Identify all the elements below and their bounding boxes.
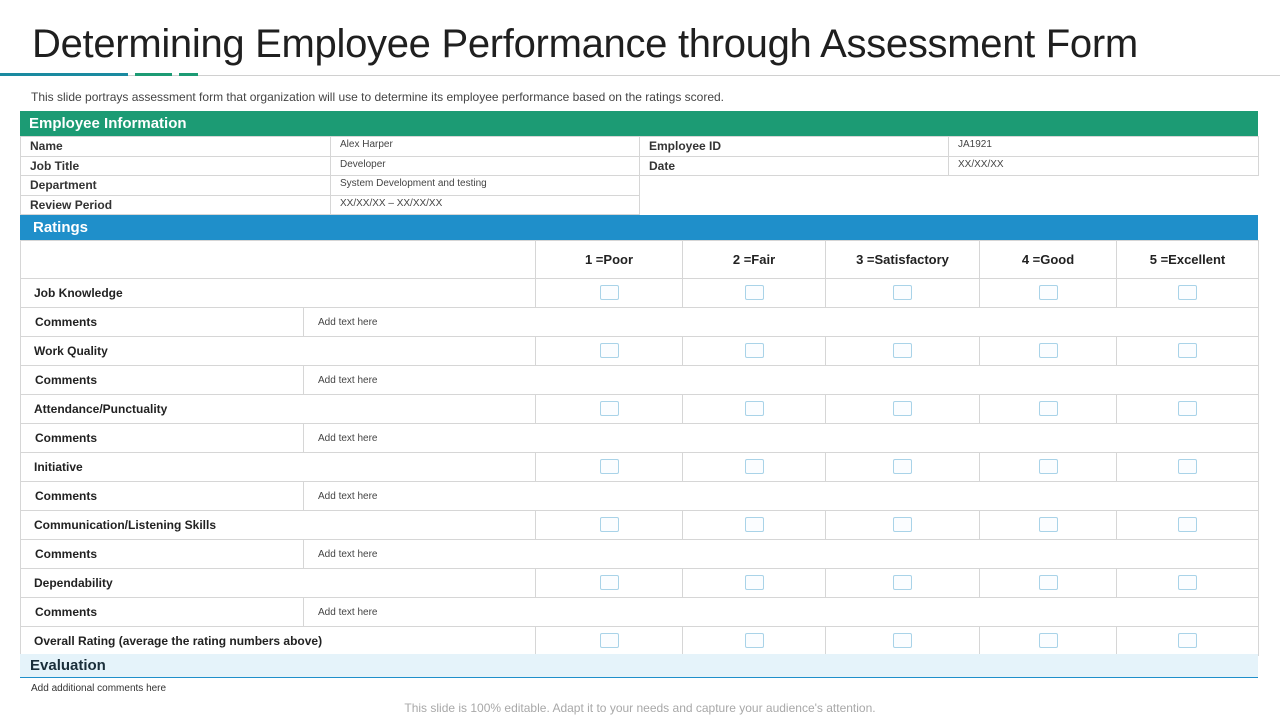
comments-field[interactable]: Add text here	[304, 308, 1259, 337]
criterion-row-job-knowledge	[21, 279, 1259, 308]
rating-checkbox[interactable]	[745, 517, 764, 532]
comments-row	[21, 482, 1259, 511]
rating-checkbox[interactable]	[893, 459, 912, 474]
rating-checkbox[interactable]	[745, 285, 764, 300]
scale-header: 1 =Poor	[536, 241, 683, 279]
rating-checkbox[interactable]	[1039, 285, 1058, 300]
criterion-row-attendance	[21, 395, 1259, 424]
criterion-row-communication	[21, 511, 1259, 540]
rating-checkbox[interactable]	[893, 343, 912, 358]
comments-field[interactable]: Add text here	[304, 482, 1259, 511]
scale-header: 2 =Fair	[683, 241, 826, 279]
criterion-row-work-quality	[21, 337, 1259, 366]
accent-bar-1	[0, 73, 128, 76]
scale-header: 3 =Satisfactory	[826, 241, 980, 279]
info-value-field[interactable]: Developer	[331, 156, 640, 176]
rating-checkbox[interactable]	[893, 575, 912, 590]
rating-checkbox[interactable]	[1039, 459, 1058, 474]
rating-checkbox[interactable]	[1178, 401, 1197, 416]
ratings-table	[20, 240, 1259, 656]
employee-info-right-table	[639, 136, 1259, 176]
comments-field[interactable]: Add text here	[304, 540, 1259, 569]
info-label: Review Period	[21, 195, 331, 215]
overall-rating-label: Overall Rating (average the rating numbers above)	[21, 627, 536, 656]
rating-checkbox[interactable]	[1178, 285, 1197, 300]
comments-row	[21, 540, 1259, 569]
criterion-label: Communication/Listening Skills	[21, 511, 536, 540]
ratings-header: Ratings	[20, 215, 1258, 240]
rating-checkbox[interactable]	[745, 575, 764, 590]
comments-row	[21, 598, 1259, 627]
rating-checkbox[interactable]	[745, 633, 764, 648]
criterion-label: Work Quality	[21, 337, 536, 366]
slide-footer: This slide is 100% editable. Adapt it to your needs and capture your audience's attention.	[404, 701, 876, 715]
comments-label: Comments	[21, 598, 304, 627]
comments-label: Comments	[21, 424, 304, 453]
accent-bar-3	[179, 73, 198, 76]
info-value-field[interactable]: System Development and testing	[331, 176, 640, 196]
criterion-label: Dependability	[21, 569, 536, 598]
info-row-date	[640, 156, 1259, 176]
rating-checkbox[interactable]	[1039, 401, 1058, 416]
info-row-name	[21, 137, 640, 157]
rating-checkbox[interactable]	[1178, 459, 1197, 474]
info-label: Employee ID	[640, 137, 949, 157]
comments-label: Comments	[21, 308, 304, 337]
rating-checkbox[interactable]	[1039, 517, 1058, 532]
rating-checkbox[interactable]	[893, 633, 912, 648]
criterion-label: Job Knowledge	[21, 279, 536, 308]
rating-checkbox[interactable]	[1039, 343, 1058, 358]
comments-row	[21, 366, 1259, 395]
ratings-scale-header-row	[21, 241, 1259, 279]
rating-checkbox[interactable]	[1178, 517, 1197, 532]
rating-checkbox[interactable]	[600, 633, 619, 648]
criterion-label: Initiative	[21, 453, 536, 482]
comments-row	[21, 308, 1259, 337]
rating-checkbox[interactable]	[1039, 633, 1058, 648]
rating-checkbox[interactable]	[745, 343, 764, 358]
info-label: Job Title	[21, 156, 331, 176]
criteria-header-cell	[21, 241, 536, 279]
scale-header: 4 =Good	[980, 241, 1117, 279]
criterion-row-dependability	[21, 569, 1259, 598]
rating-checkbox[interactable]	[600, 343, 619, 358]
rating-checkbox[interactable]	[893, 401, 912, 416]
info-row-review-period	[21, 195, 640, 215]
criterion-label: Attendance/Punctuality	[21, 395, 536, 424]
info-value-field[interactable]: Alex Harper	[331, 137, 640, 157]
info-label: Name	[21, 137, 331, 157]
info-row-employee-id	[640, 137, 1259, 157]
rating-checkbox[interactable]	[1178, 343, 1197, 358]
comments-field[interactable]: Add text here	[304, 598, 1259, 627]
rating-checkbox[interactable]	[745, 459, 764, 474]
comments-field[interactable]: Add text here	[304, 424, 1259, 453]
comments-label: Comments	[21, 366, 304, 395]
criterion-row-initiative	[21, 453, 1259, 482]
evaluation-header: Evaluation	[20, 654, 1258, 678]
rating-checkbox[interactable]	[893, 517, 912, 532]
rating-checkbox[interactable]	[1039, 575, 1058, 590]
employee-info-header: Employee Information	[20, 111, 1258, 136]
rating-checkbox[interactable]	[600, 517, 619, 532]
info-label: Department	[21, 176, 331, 196]
rating-checkbox[interactable]	[600, 401, 619, 416]
comments-label: Comments	[21, 540, 304, 569]
scale-header: 5 =Excellent	[1117, 241, 1259, 279]
comments-row	[21, 424, 1259, 453]
rating-checkbox[interactable]	[600, 575, 619, 590]
info-value-field[interactable]: XX/XX/XX – XX/XX/XX	[331, 195, 640, 215]
rating-checkbox[interactable]	[893, 285, 912, 300]
info-row-job-title	[21, 156, 640, 176]
employee-info-left-table	[20, 136, 640, 215]
info-value-field[interactable]: JA1921	[949, 137, 1259, 157]
overall-rating-row	[21, 627, 1259, 656]
comments-field[interactable]: Add text here	[304, 366, 1259, 395]
slide-subtitle: This slide portrays assessment form that organization will use to determine its employee performance based on the ratings scored.	[31, 90, 724, 104]
rating-checkbox[interactable]	[600, 285, 619, 300]
rating-checkbox[interactable]	[1178, 575, 1197, 590]
rating-checkbox[interactable]	[1178, 633, 1197, 648]
info-row-department	[21, 176, 640, 196]
info-value-field[interactable]: XX/XX/XX	[949, 156, 1259, 176]
accent-bar-2	[135, 73, 172, 76]
slide-title: Determining Employee Performance through Assessment Form	[32, 22, 1138, 66]
evaluation-comments-field[interactable]: Add additional comments here	[31, 683, 167, 694]
rating-checkbox[interactable]	[745, 401, 764, 416]
comments-label: Comments	[21, 482, 304, 511]
info-label: Date	[640, 156, 949, 176]
rating-checkbox[interactable]	[600, 459, 619, 474]
